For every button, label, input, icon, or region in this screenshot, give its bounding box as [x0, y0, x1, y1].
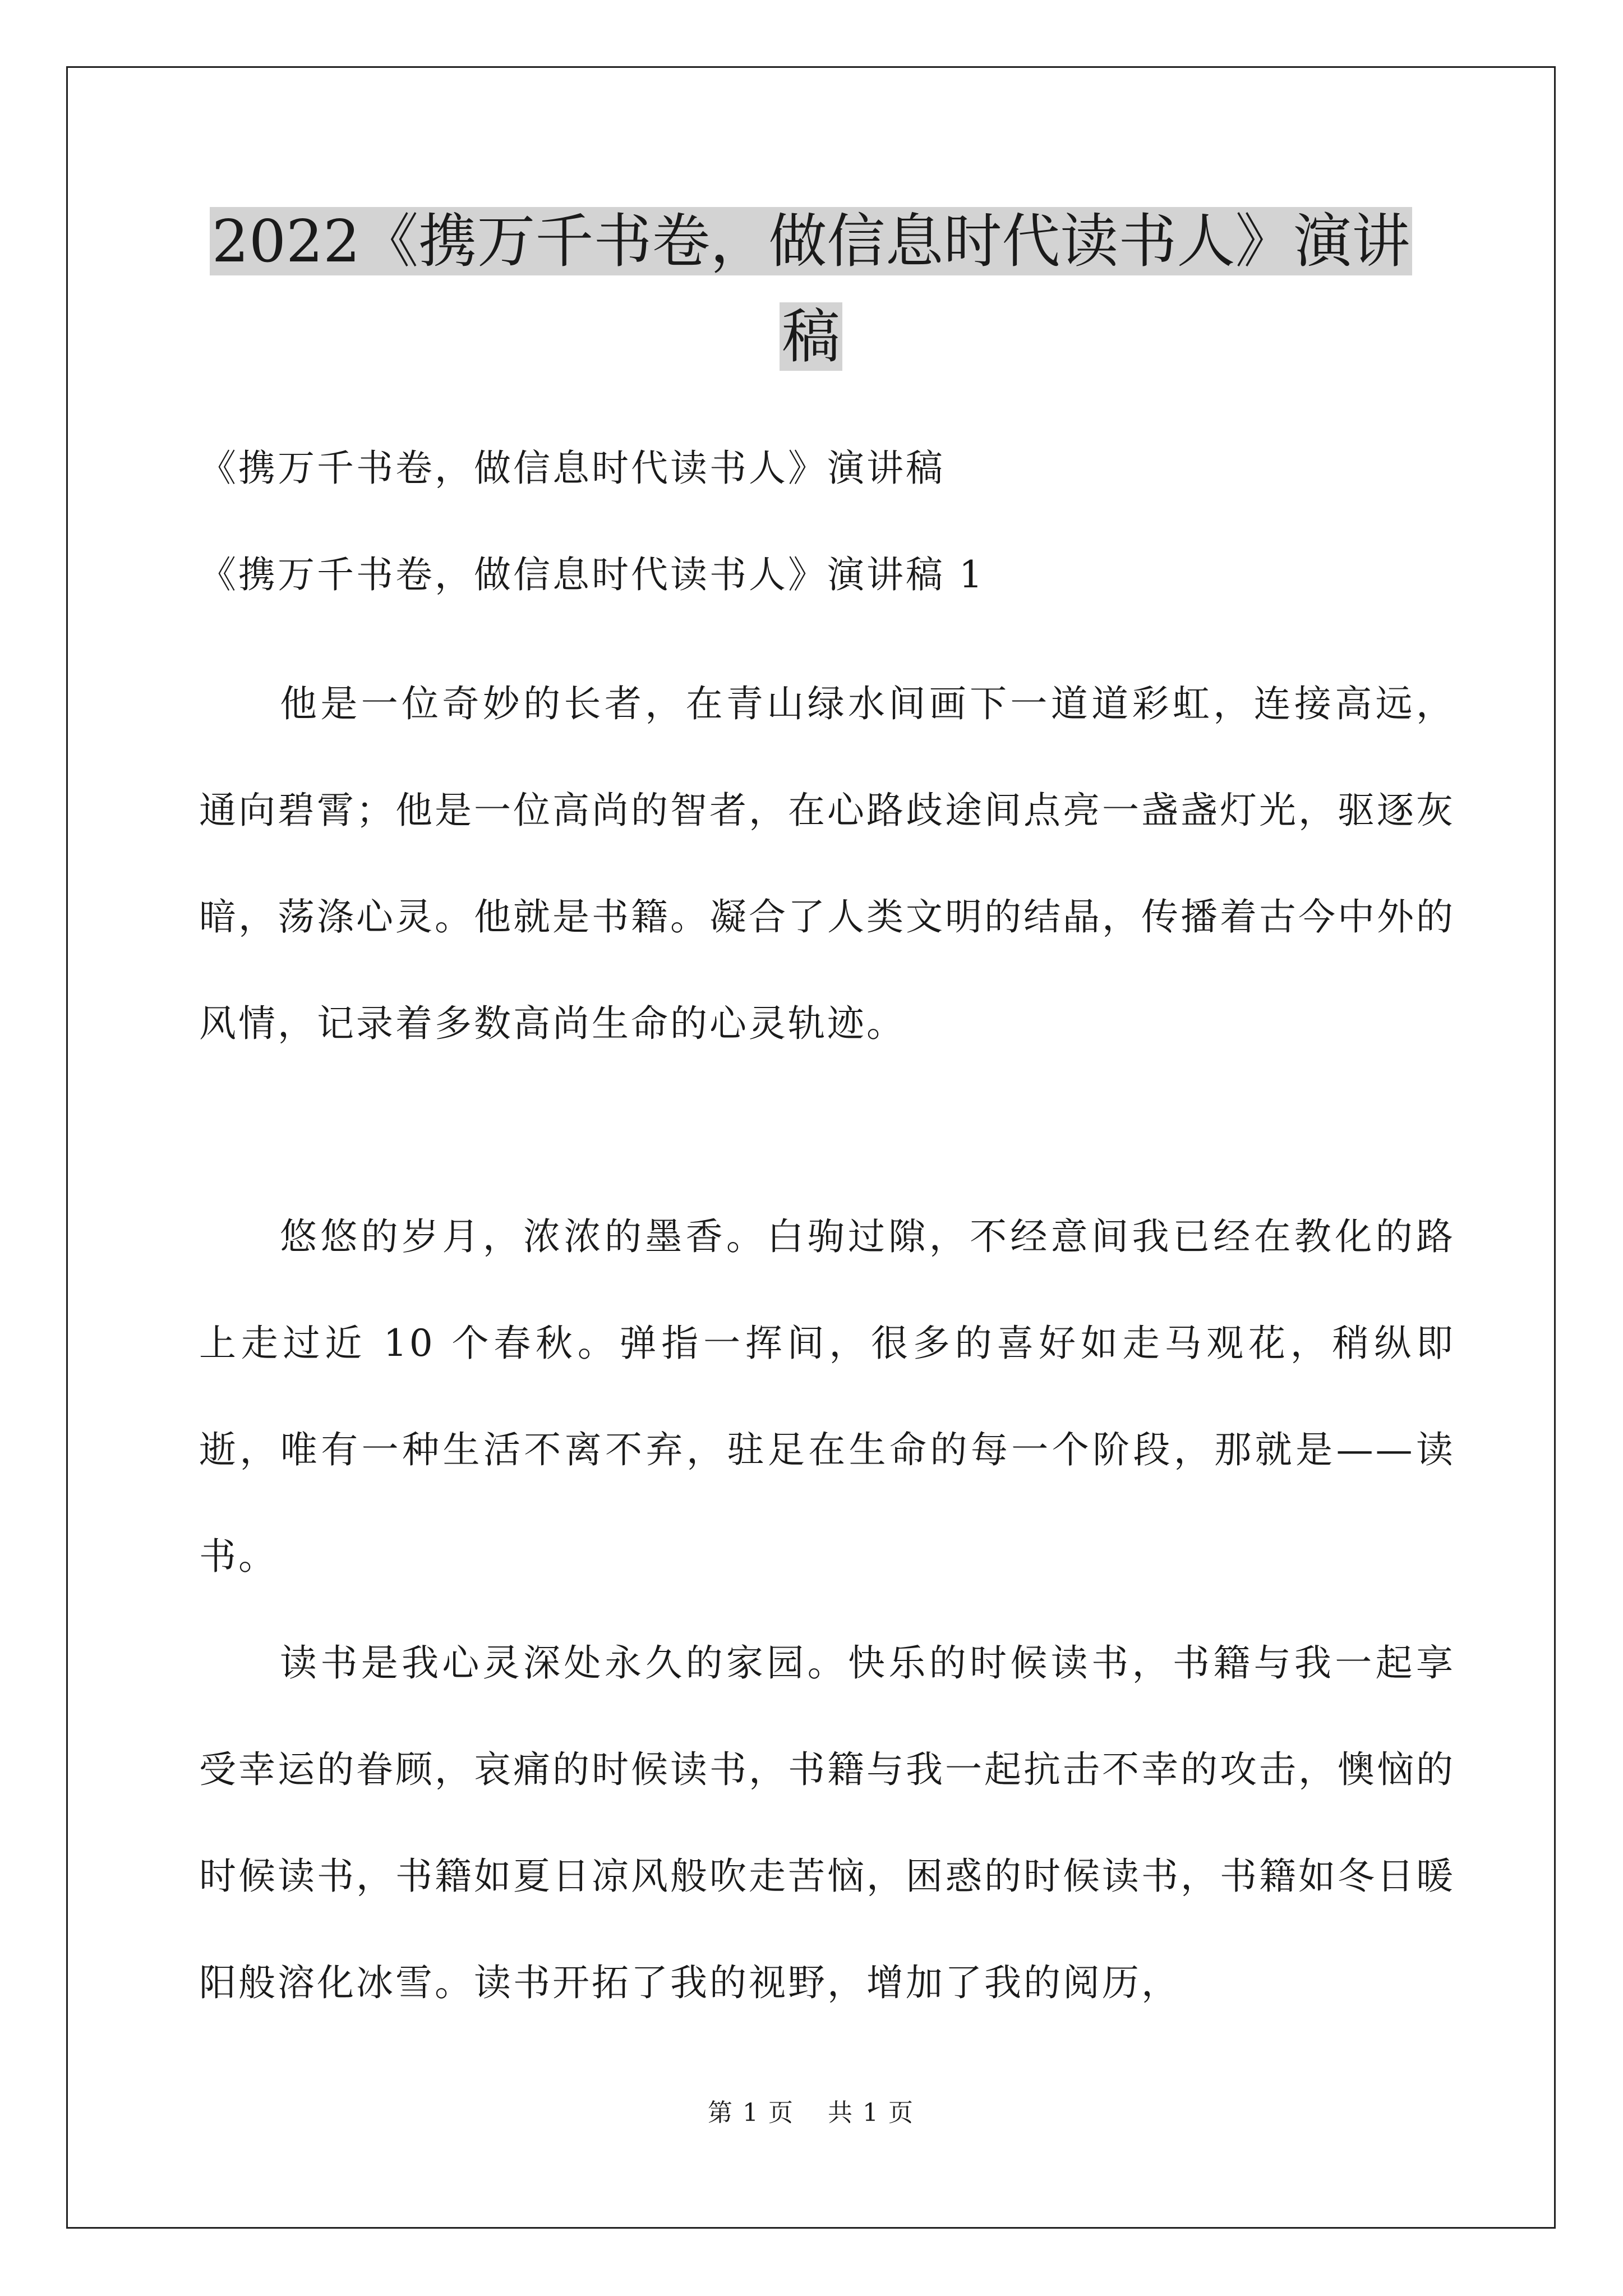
title-line-2: 稿 [780, 302, 842, 371]
paragraph-3: 读书是我心灵深处永久的家园。快乐的时候读书，书籍与我一起享受幸运的眷顾，哀痛的时候读书，书籍与我一起抗击不幸的攻击，懊恼的时候读书，书籍如夏日凉风般吹走苦恼，困惑的时候读书，书籍如冬日暖阳般溶化冰雪。读书开拓了我的视野，增加了我的阅历， [199, 1641, 1455, 2004]
title-line-1: 2022《携万千书卷，做信息时代读书人》演讲 [210, 207, 1413, 275]
section-heading: 《携万千书卷，做信息时代读书人》演讲稿 1 [199, 553, 985, 596]
document-title [66, 194, 1556, 384]
document-body [199, 438, 1455, 2036]
paragraph-1: 他是一位奇妙的长者，在青山绿水间画下一道道彩虹，连接高远，通向碧霄；他是一位高尚的智者，在心路歧途间点亮一盏盏灯光，驱逐灰暗，荡涤心灵。他就是书籍。凝合了人类文明的结晶，传播着古今中外的风情，记录着多数高尚生命的心灵轨迹。 [199, 682, 1455, 1045]
paragraph-2: 悠悠的岁月，浓浓的墨香。白驹过隙，不经意间我已经在教化的路上走过近 10 个春秋。弹指一挥间，很多的喜好如走马观花，稍纵即逝，唯有一种生活不离不弃，驻足在生命的每一个阶段，那就是——读书。 [199, 1215, 1455, 1578]
page-count: 共 1 页 [828, 2099, 914, 2127]
page-number: 第 1 页 [708, 2099, 794, 2127]
page-footer [66, 2092, 1556, 2128]
subtitle-heading: 《携万千书卷，做信息时代读书人》演讲稿 [199, 447, 945, 490]
